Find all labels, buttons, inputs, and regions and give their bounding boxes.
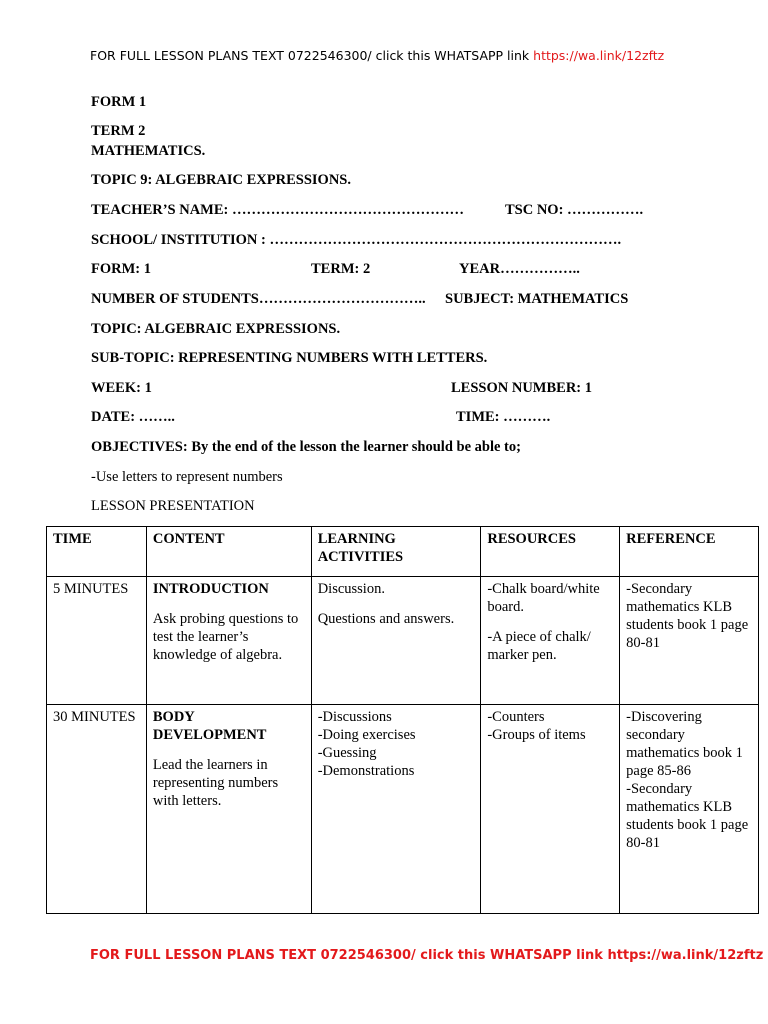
school-field: SCHOOL/ INSTITUTION : ……………………………………………………………….: [91, 232, 622, 248]
content-text: Lead the learners in representing numbers with letters.: [152, 757, 279, 809]
activity-item: -Guessing: [317, 745, 377, 761]
reference-item: -Secondary mathematics KLB students book 1 page 80-81: [626, 781, 749, 851]
topic-heading: TOPIC 9: ALGEBRAIC EXPRESSIONS.: [91, 172, 351, 188]
content-cell: [146, 577, 311, 705]
year-field: YEAR……………..: [459, 261, 580, 277]
time-cell: 5 MINUTES: [47, 577, 147, 705]
week-field: WEEK: 1: [91, 380, 152, 396]
column-header-reference: REFERENCE: [620, 527, 759, 577]
time-cell: 30 MINUTES: [47, 705, 147, 914]
objectives: [91, 439, 521, 456]
resource-item: -Counters: [487, 709, 545, 725]
activities-cell: [311, 705, 481, 914]
resource-item: -A piece of chalk/ marker pen.: [487, 629, 591, 663]
reference-cell: [620, 705, 759, 914]
resource-item: -Groups of items: [487, 727, 586, 743]
footer-ad[interactable]: FOR FULL LESSON PLANS TEXT 0722546300/ click this WHATSAPP link https://wa.link/12zftz: [90, 948, 764, 963]
objective-item: -Use letters to represent numbers: [91, 469, 283, 485]
table-row: [47, 705, 759, 914]
activity-item: Discussion.: [317, 581, 385, 597]
tsc-no-field: TSC NO: …………….: [505, 202, 644, 218]
form-field: FORM: 1: [91, 261, 151, 277]
table-row: [47, 577, 759, 705]
content-title: INTRODUCTION: [152, 581, 269, 597]
table-header-row: [47, 527, 759, 577]
header-ad-text: FOR FULL LESSON PLANS TEXT 0722546300/ click this WHATSAPP link: [90, 48, 534, 63]
column-header-content: CONTENT: [146, 527, 311, 577]
subject-field: SUBJECT: MATHEMATICS: [445, 291, 629, 307]
activity-item: -Demonstrations: [317, 763, 415, 779]
subtopic-field: SUB-TOPIC: REPRESENTING NUMBERS WITH LETTERS.: [91, 350, 488, 366]
lesson-presentation-label: LESSON PRESENTATION: [91, 498, 255, 514]
resource-item: -Chalk board/white board.: [487, 581, 600, 615]
activity-item: -Doing exercises: [317, 727, 416, 743]
reference-cell: -Secondary mathematics KLB students book 1 page 80-81: [620, 577, 759, 705]
column-header-learning-activities: LEARNING ACTIVITIES: [311, 527, 481, 577]
resources-cell: [481, 705, 620, 914]
resources-cell: [481, 577, 620, 705]
objectives-label: OBJECTIVES: [91, 439, 183, 455]
content-text: Ask probing questions to test the learner’s knowledge of algebra.: [152, 611, 299, 663]
column-header-resources: RESOURCES: [481, 527, 620, 577]
reference-item: -Discovering secondary mathematics book 1 page 85-86: [626, 709, 743, 779]
teacher-name-field: TEACHER’S NAME: …………………………………………: [91, 202, 464, 218]
date-field: DATE: ……..: [91, 409, 175, 425]
activities-cell: [311, 577, 481, 705]
lesson-number-field: LESSON NUMBER: 1: [451, 380, 592, 396]
number-of-students-field: NUMBER OF STUDENTS……………………………..: [91, 291, 426, 307]
lesson-plan-table: [46, 526, 759, 914]
content-title: BODY DEVELOPMENT: [152, 709, 267, 743]
time-field: TIME: ……….: [456, 409, 551, 425]
header-ad: [90, 48, 664, 63]
column-header-time: TIME: [47, 527, 147, 577]
topic-field: TOPIC: ALGEBRAIC EXPRESSIONS.: [91, 321, 341, 337]
subject-label: MATHEMATICS.: [91, 143, 206, 159]
whatsapp-link[interactable]: https://wa.link/12zftz: [533, 48, 665, 63]
term-field: TERM: 2: [311, 261, 371, 277]
form-label: FORM 1: [91, 94, 147, 110]
term-label: TERM 2: [91, 123, 146, 139]
content-cell: [146, 705, 311, 914]
activity-item: -Discussions: [317, 709, 392, 725]
objectives-text: : By the end of the lesson the learner should be able to;: [182, 439, 521, 455]
activity-item: Questions and answers.: [317, 611, 455, 627]
